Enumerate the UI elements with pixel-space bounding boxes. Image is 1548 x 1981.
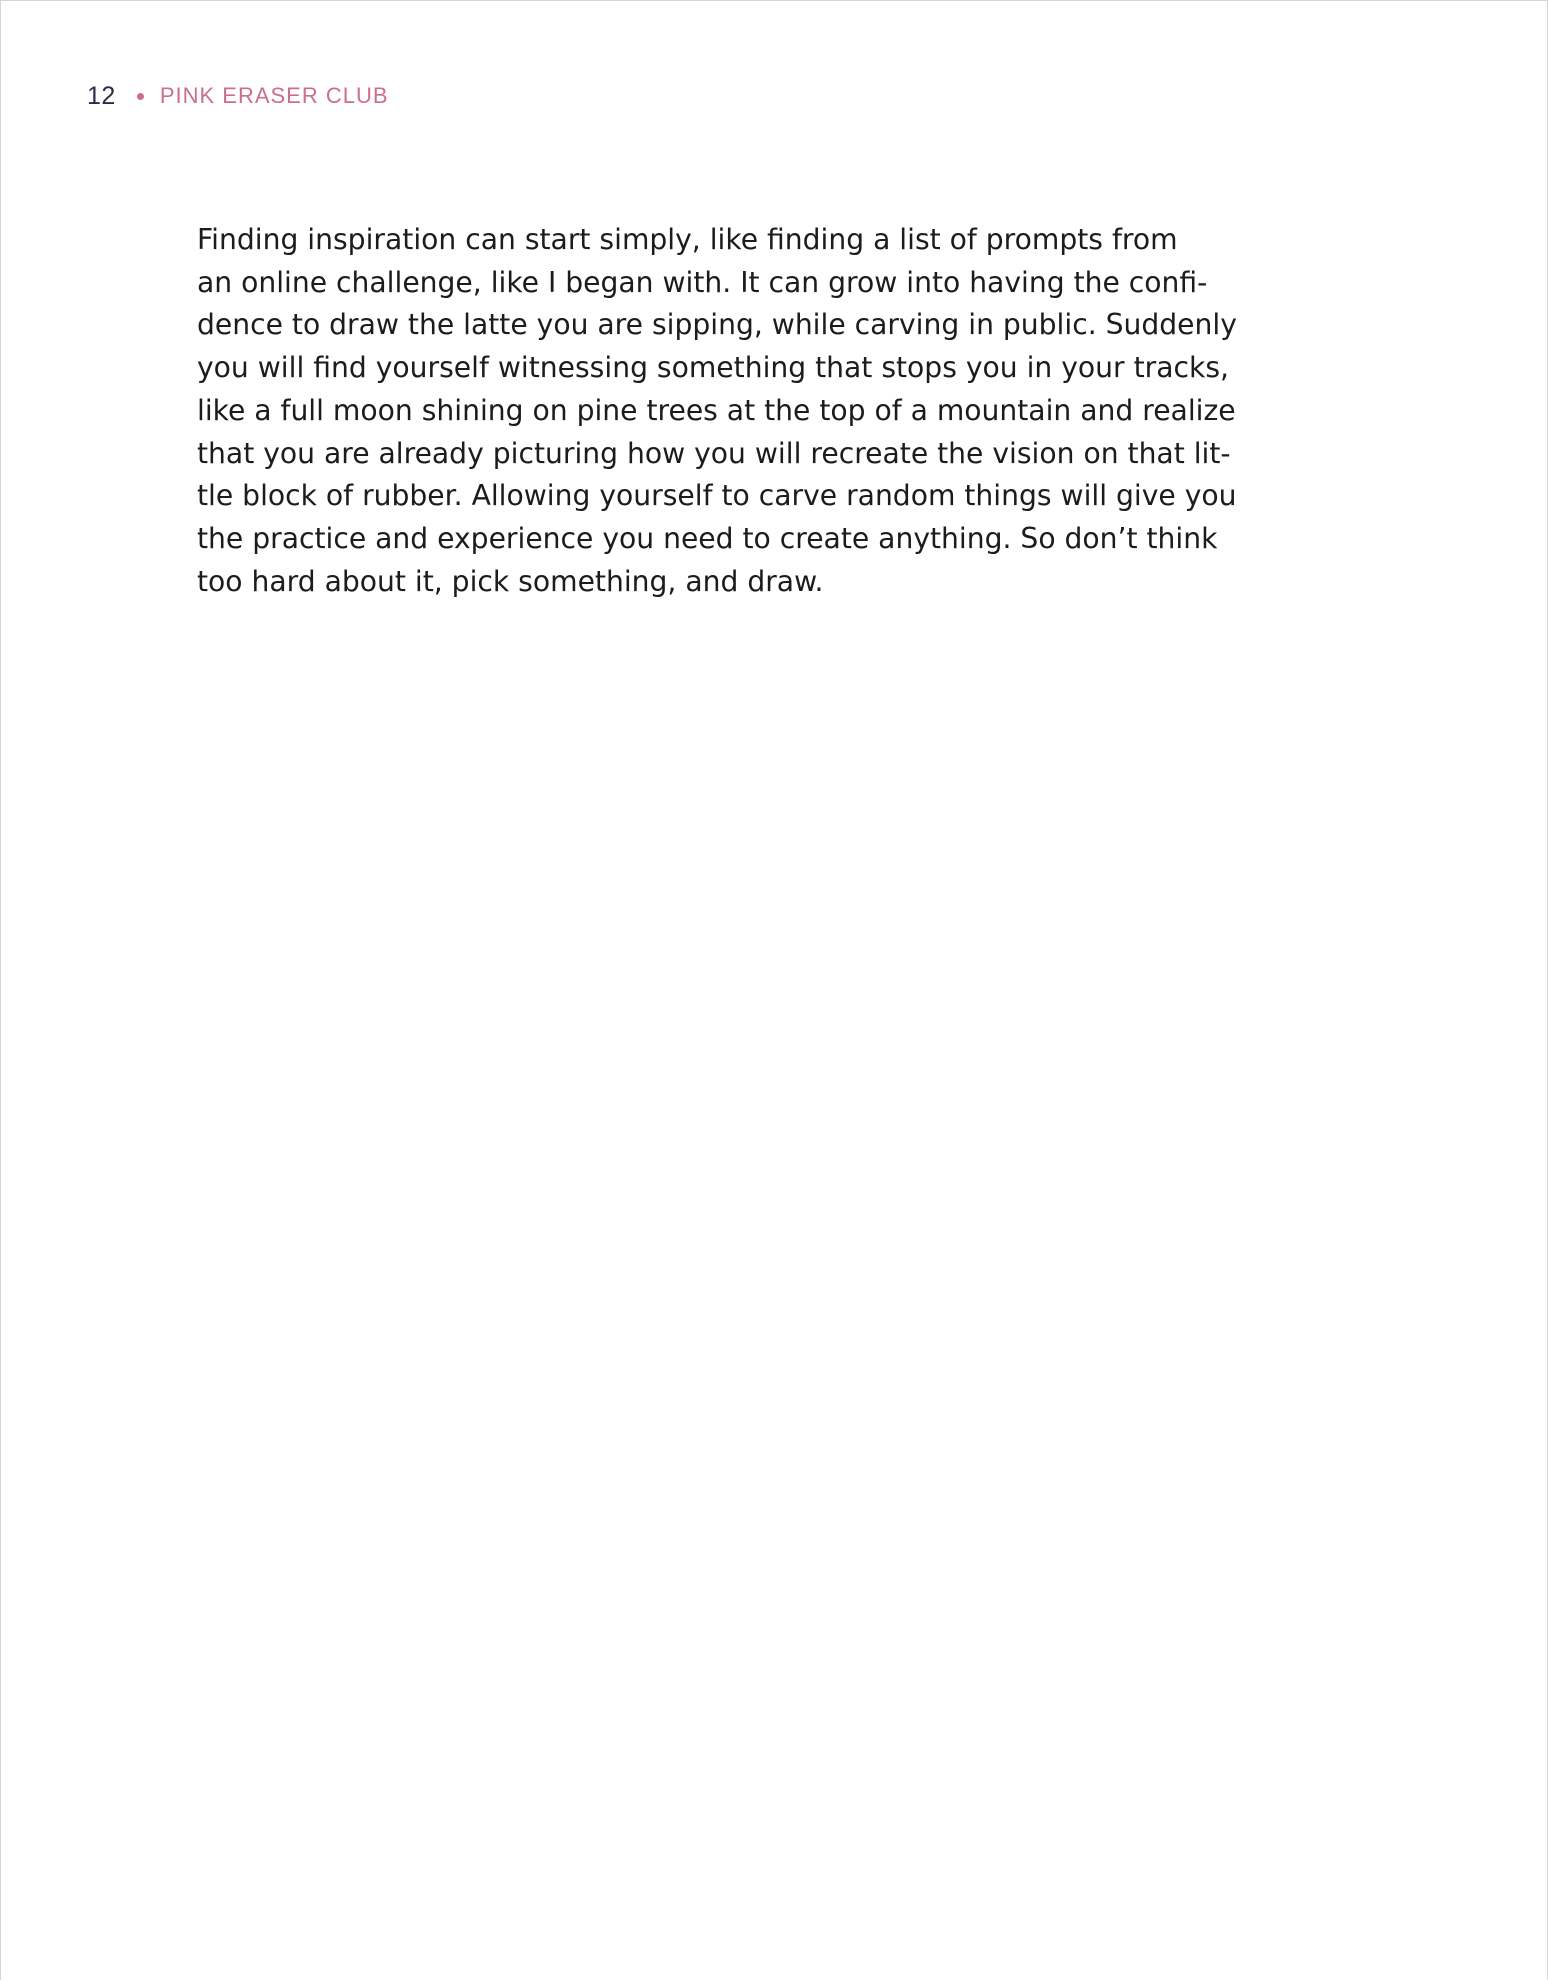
paragraph-line: an online challenge, like I began with. It can grow into having the confi-	[197, 265, 1208, 299]
paragraph-line: tle block of rubber. Allowing yourself to carve random things will give you	[197, 479, 1237, 513]
paragraph-line: like a full moon shining on pine trees at the top of a mountain and realize	[197, 393, 1236, 427]
book-title: PINK ERASER CLUB	[159, 83, 389, 108]
paragraph-line: that you are already picturing how you will recreate the vision on that lit-	[197, 436, 1231, 470]
running-head	[87, 79, 389, 113]
paragraph-line: you will find yourself witnessing something that stops you in your tracks,	[197, 351, 1229, 385]
bullet-separator-icon	[137, 93, 144, 100]
paragraph-line: dence to draw the latte you are sipping, while carving in public. Suddenly	[197, 308, 1237, 342]
paragraph-line: Finding inspiration can start simply, like finding a list of prompts from	[197, 223, 1178, 256]
paragraph-line: too hard about it, pick something, and draw.	[197, 564, 824, 598]
paragraph-line: the practice and experience you need to create anything. So don’t think	[197, 521, 1218, 555]
body-paragraph	[197, 219, 1337, 603]
page-number: 12	[87, 81, 116, 110]
